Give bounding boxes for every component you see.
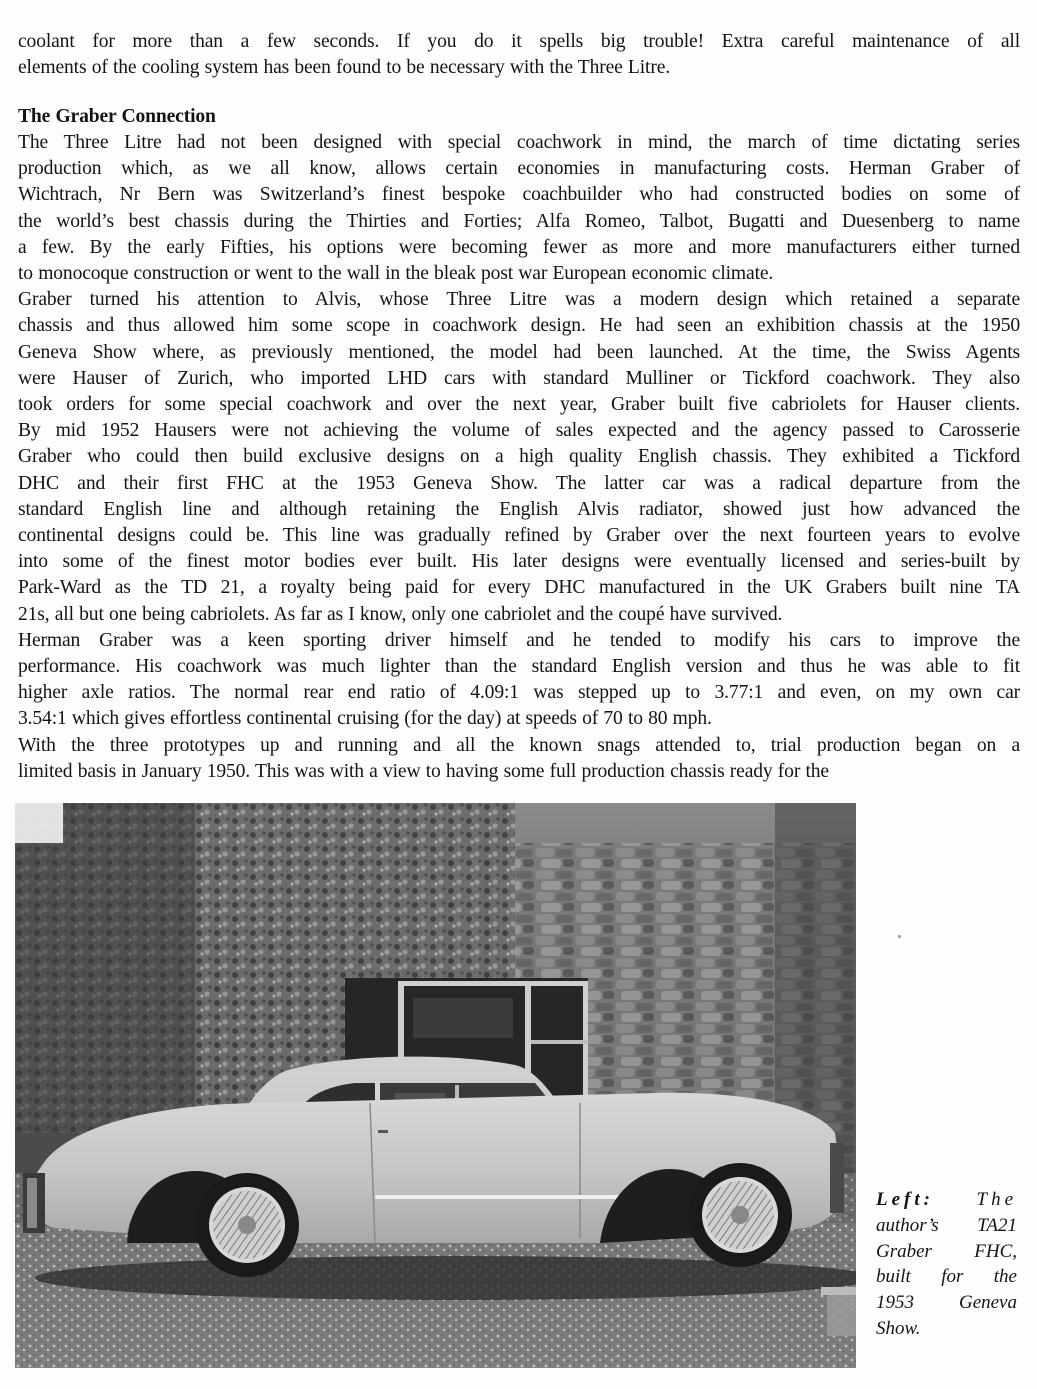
caption-line: built for the xyxy=(876,1266,1017,1288)
text-line: were Hauser of Zurich, who imported LHD cars with standard Mulliner or Tickford coachwork. They also xyxy=(18,367,1020,389)
paragraph-1 xyxy=(18,130,1020,287)
caption-line: 1953 Geneva xyxy=(876,1292,1017,1314)
text-line: With the three prototypes up and running and all the known snags attended to, trial production began on a xyxy=(18,734,1020,756)
graber-connection-section xyxy=(18,104,1020,785)
photo-caption xyxy=(876,1187,1017,1342)
paragraph-2 xyxy=(18,287,1020,628)
text-line: The Three Litre had not been designed with special coachwork in mind, the march of time dictating series xyxy=(18,132,1020,153)
text-line: 3.54:1 which gives effortless continental cruising (for the day) at speeds of 70 to 80 mph. xyxy=(18,708,712,730)
caption-line: author’s TA21 xyxy=(876,1214,1017,1236)
text-line: elements of the cooling system has been found to be necessary with the Three Litre. xyxy=(18,57,671,79)
text-line: chassis and thus allowed him some scope in coachwork design. He had seen an exhibition chassis at the 1950 xyxy=(18,315,1020,337)
text-line: Herman Graber was a keen sporting driver himself and he tended to modify his cars to improve the xyxy=(18,629,1020,651)
caption-line xyxy=(876,1187,1017,1213)
text-line: continental designs could be. This line was gradually refined by Graber over the next fourteen years to evolve xyxy=(18,525,1020,547)
car-photograph xyxy=(15,803,856,1368)
text-line: higher axle ratios. The normal rear end ratio of 4.09:1 was stepped up to 3.77:1 and even, on my own car xyxy=(18,682,1020,704)
front-wheel xyxy=(195,1173,299,1277)
section-heading: The Graber Connection xyxy=(18,106,216,127)
text-line: DHC and their first FHC at the 1953 Geneva Show. The latter car was a radical departure from the xyxy=(18,472,1020,494)
intro-paragraph xyxy=(18,29,1020,81)
caption-line: Graber FHC, xyxy=(876,1240,1017,1262)
text-line: into some of the finest motor bodies ever built. His later designs were eventually licensed and series-built by xyxy=(18,551,1020,573)
text-line: performance. His coachwork was much lighter than the standard English version and thus he was able to fit xyxy=(18,656,1020,678)
text-line: limited basis in January 1950. This was with a view to having some full production chassis ready for the xyxy=(18,760,829,782)
text-line: the world’s best chassis during the Thirties and Forties; Alfa Romeo, Talbot, Bugatti and Duesenberg to name xyxy=(18,210,1020,232)
scan-speck xyxy=(898,935,901,938)
text-line: Graber turned his attention to Alvis, whose Three Litre was a modern design which retained a separate xyxy=(18,289,1020,311)
text-line: coolant for more than a few seconds. If you do it spells big trouble! Extra careful maintenance of all xyxy=(18,31,1020,52)
text-line: to monocoque construction or went to the wall in the bleak post war European economic climate. xyxy=(18,263,774,285)
paragraph-3 xyxy=(18,628,1020,733)
text-line: took orders for some special coachwork and over the next year, Graber built five cabriolets for Hauser clients. xyxy=(18,394,1020,416)
caption-text: The xyxy=(976,1189,1017,1210)
text-line: Geneva Show where, as previously mentioned, the model had been launched. At the time, the Swiss Agents xyxy=(18,341,1020,363)
text-line: Park-Ward as the TD 21, a royalty being paid for every DHC manufactured in the UK Grabers built nine TA xyxy=(18,577,1020,599)
text-line: a few. By the early Fifties, his options were becoming fewer as more and more manufacturers either turned xyxy=(18,236,1020,258)
text-line: Graber who could then build exclusive designs on a high quality English chassis. They exhibited a Tickford xyxy=(18,446,1020,468)
text-line: 21s, all but one being cabriolets. As far as I know, only one cabriolet and the coupé have survived. xyxy=(18,603,783,625)
rear-wheel xyxy=(688,1163,792,1267)
text-line: production which, as we all know, allows certain economies in manufacturing costs. Herman Graber of xyxy=(18,158,1020,180)
text-line: Wichtrach, Nr Bern was Switzerland’s finest bespoke coachbuilder who had constructed bodies on some of xyxy=(18,184,1020,206)
paragraph-4 xyxy=(18,733,1020,785)
caption-lead: Left: xyxy=(876,1189,934,1210)
text-line: standard English line and although retaining the English Alvis radiator, showed just how advanced the xyxy=(18,498,1020,520)
caption-line: Show. xyxy=(876,1317,921,1339)
text-line: By mid 1952 Hausers were not achieving the volume of sales expected and the agency passed to Carosserie xyxy=(18,420,1020,442)
